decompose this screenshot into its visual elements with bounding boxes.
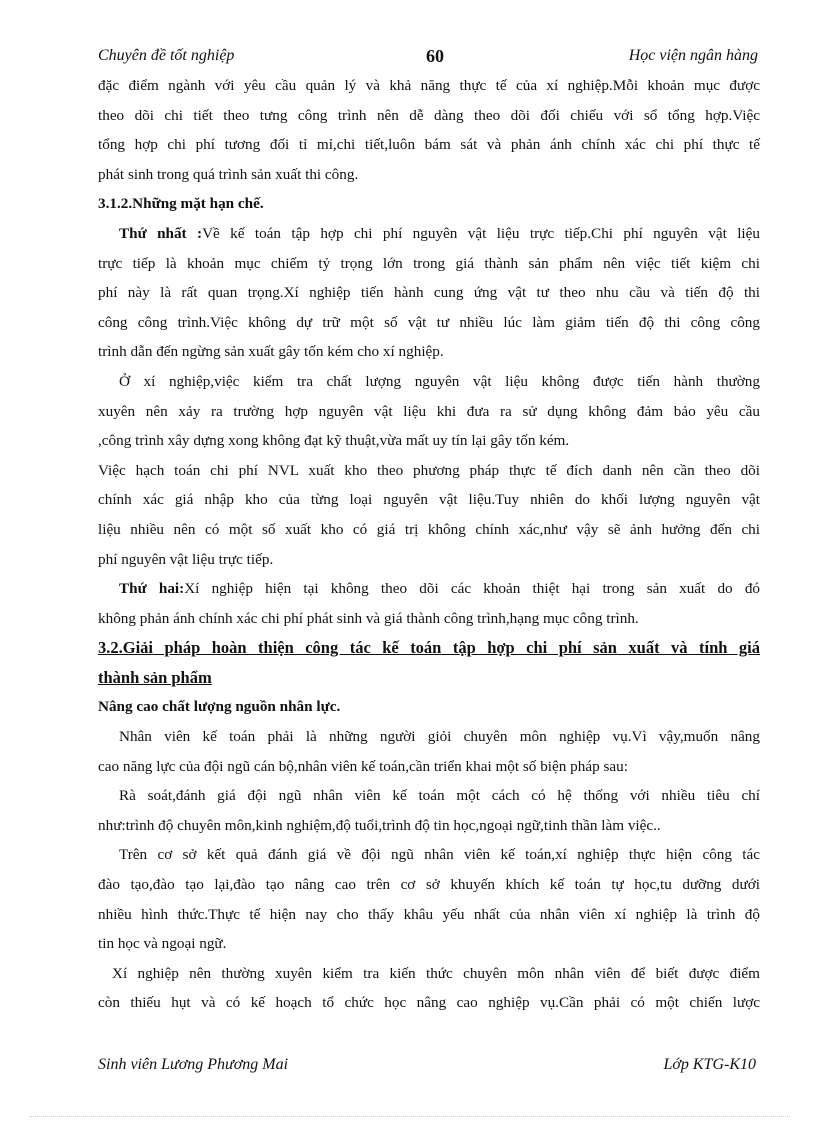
text-line: chính xác giá nhập kho của từng loại nguyên vật liệu.Tuy nhiên do khối lượng nguyên vật: [98, 491, 760, 509]
text-line: Rà soát,đánh giá đội ngũ nhân viên kế toán một cách có hệ thống với nhiều tiêu chí: [119, 787, 760, 805]
text-line: phí nguyên vật liệu trực tiếp.: [98, 550, 274, 568]
page-number: 60: [426, 46, 444, 66]
text-run: Về kế toán tập hợp chi phí nguyên vật liệu trực tiếp.Chi phí nguyên vật liệu: [202, 224, 760, 242]
footer-class: Lớp KTG-K10: [663, 1056, 756, 1073]
header-title: Chuyên đề tốt nghiệp: [98, 47, 235, 64]
text-line: đào tạo,đào tạo lại,đào tạo nâng cao trên cơ sở khuyến khích kế toán tự học,tu dưỡng dưới: [98, 876, 760, 894]
text-line: cao năng lực của đội ngũ cán bộ,nhân viên kế toán,cần triển khai một số biện pháp sau:: [98, 757, 628, 775]
sub-heading: Nâng cao chất lượng nguồn nhân lực.: [98, 698, 341, 716]
thu-nhat-label: Thứ nhất :: [119, 224, 203, 242]
text-line: [98, 219, 760, 249]
section-heading-32: 3.2.Giải pháp hoàn thiện công tác kế toán tập hợp chi phí sản xuất và tính giá: [98, 638, 760, 658]
text-line: phí này là rất quan trọng.Xí nghiệp tiến hành cung ứng vật tư theo nhu cầu và tiến độ thi: [98, 284, 760, 302]
text-line: Việc hạch toán chi phí NVL xuất kho theo phương pháp thực tế đích danh nên cần theo dõi: [98, 461, 760, 479]
text-line: theo dõi chi tiết theo tưng công trình nên dễ dàng theo dõi đối chiếu với sổ tổng hợp.Việc: [98, 106, 760, 124]
text-line: trình dẫn đến ngừng sản xuất gây tốn kém cho xí nghiệp.: [98, 343, 444, 361]
text-line: công công trình.Việc không dự trữ một số vật tư nhiều lúc làm giảm tiến độ thi công công: [98, 313, 760, 331]
section-heading-32-cont: thành sản phẩm: [98, 667, 212, 687]
text-line: tin học và ngoại ngữ.: [98, 935, 227, 953]
text-line: còn thiếu hụt và có kế hoạch tổ chức học nâng cao nghiệp vụ.Cần phải có một chiến lược: [98, 994, 760, 1012]
text-line: [98, 574, 760, 604]
page-header: [98, 47, 758, 71]
text-line: trực tiếp là khoản mục chiếm tỷ trọng lớn trong giá thành sản phẩm nên việc tiết kiệm chi: [98, 254, 760, 272]
footer-student: Sinh viên Lương Phương Mai: [98, 1056, 289, 1073]
text-line: liệu nhiều nên có một số xuất kho có giá trị không chính xác,như vậy sẽ ảnh hưởng đến chi: [98, 520, 760, 538]
text-line: như:trình độ chuyên môn,kinh nghiệm,độ tuổi,trình độ tin học,ngoại ngữ,tinh thần làm việc..: [98, 816, 661, 834]
text-line: ,công trình xây dựng xong không đạt kỹ thuật,vừa mất uy tín lại gây tốn kém.: [98, 432, 570, 450]
text-line: Trên cơ sở kết quả đánh giá về đội ngũ nhân viên kế toán,xí nghiệp thực hiện công tác: [119, 846, 760, 864]
header-institution: Học viện ngân hàng: [628, 47, 758, 64]
page-bottom-divider: [30, 1116, 790, 1117]
text-line: Xí nghiệp nên thường xuyên kiểm tra kiến thức chuyên môn nhân viên để biết được điểm: [112, 964, 760, 982]
thu-hai-label: Thứ hai:: [119, 580, 185, 598]
text-line: phát sinh trong quá trình sản xuất thi công.: [98, 165, 359, 183]
text-line: không phản ánh chính xác chi phí phát sinh và giá thành công trình,hạng mục công trình.: [98, 609, 639, 627]
text-line: tổng hợp chi phí tương đối tỉ mỉ,chi tiết,luôn bám sát và phản ánh chính xác chi phí thực tế: [98, 136, 760, 154]
text-line: Nhân viên kế toán phải là những người giỏi chuyên môn nghiệp vụ.Vì vậy,muốn nâng: [119, 728, 760, 746]
text-run: Xí nghiệp hiện tại không theo dõi các khoản thiệt hại trong sản xuất do đó: [184, 580, 761, 598]
document-body: [98, 71, 760, 1018]
text-line: xuyên nên xảy ra trường hợp nguyên vật liệu khi đưa ra sử dụng không đảm bảo yêu cầu: [98, 402, 760, 420]
text-line: Ở xí nghiệp,việc kiểm tra chất lượng nguyên vật liệu không được tiến hành thường: [119, 372, 760, 390]
section-heading-312: 3.1.2.Những mặt hạn chế.: [98, 195, 264, 213]
page-footer: [98, 1056, 756, 1080]
text-line: đặc điểm ngành với yêu cầu quản lý và khả năng thực tế của xí nghiệp.Mỗi khoản mục được: [98, 77, 760, 94]
text-line: nhiều hình thức.Thực tế hiện nay cho thấy khâu yếu nhất của nhân viên xí nghiệp là trình độ: [98, 905, 760, 923]
